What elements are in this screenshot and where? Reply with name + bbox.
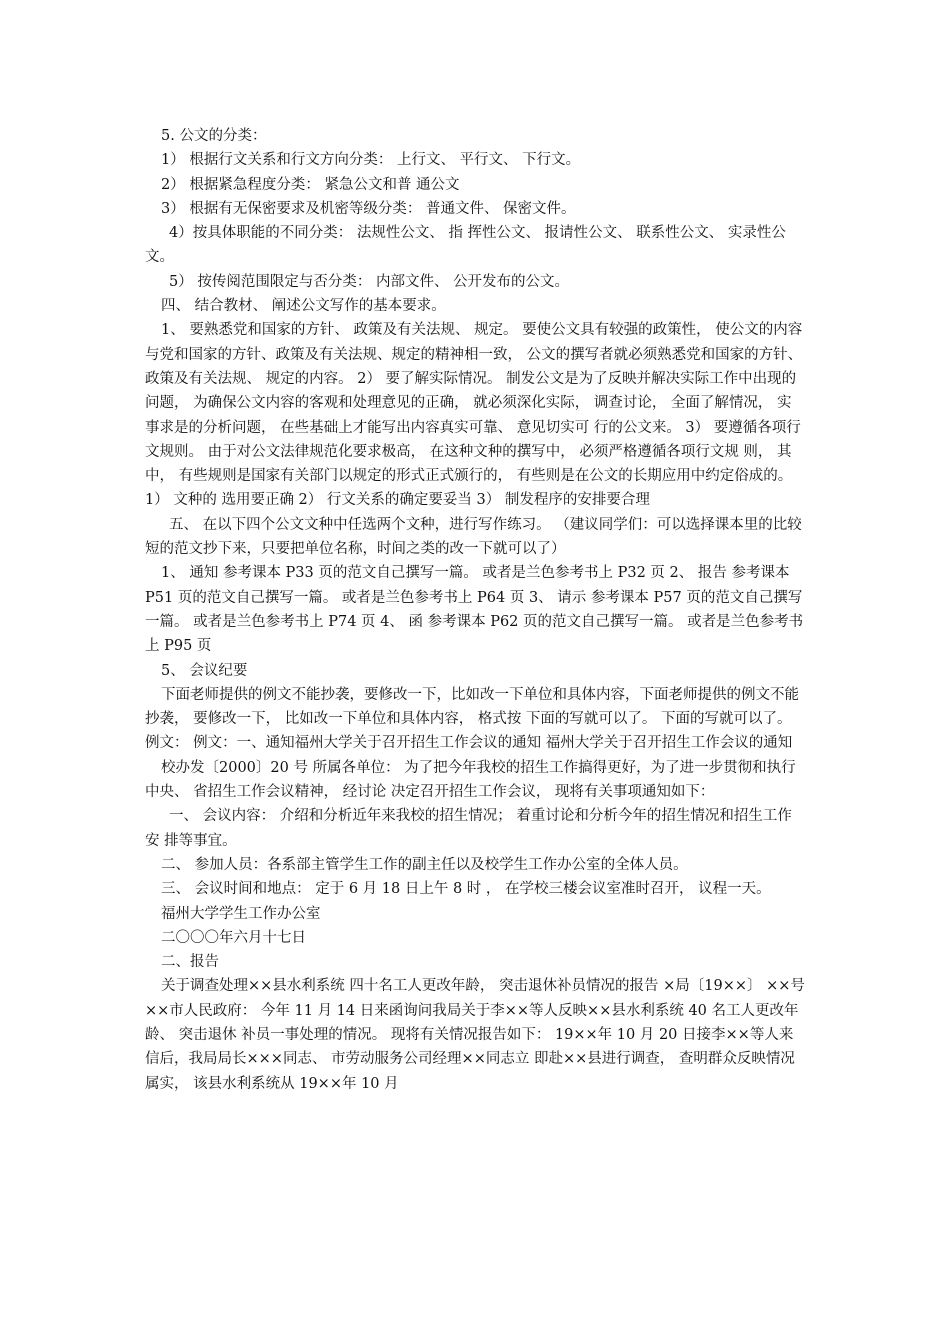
paragraph: 二〇〇〇年六月十七日: [161, 929, 306, 946]
paragraph: 1、 要熟悉党和国家的方针、 政策及有关法规、 规定。 要使公文具有较强的政策性， 使公文的内容与党和国家的方针、政策及有关法规、规定的精神相一致， 公文的撰写者就必须熟悉党和国家的方针、政策及有关法规、 规定的内容。 2） 要了解实际情况。 制发公文是为了反映并解决实际工作中出现的问题， 为确保公文内容的客观和处理意见的正确， 就必须深化实际， 调查讨论， 全面了解情况， 实事求是的分析问题， 在些基础上才能写出内容真实可靠、 意见切实可 行的公文来。 3） 要遵循各项行文规则。 由于对公文法律规范化要求极高， 在这种文种的撰写中， 必须严格遵循各项行文规 则， 其中， 有些规则是国家有关部门以规定的形式正式颁行的， 有些则是在公文的长期应用中约定俗成的。 1） 文种的 选用要正确 2） 行文关系的确定要妥当 3） 制发程序的安排要合理: [145, 322, 803, 509]
paragraph: 校办发〔2000〕20 号 所属各单位： 为了把今年我校的招生工作搞得更好，为了进一步贯彻和执行中央、 省招生工作会议精神， 经讨论 决定召开招生工作会议， 现将有关事项通知如下：: [145, 759, 796, 801]
paragraph: 一、 会议内容： 介绍和分析近年来我校的招生情况； 着重讨论和分析今年的招生情况和招生工作安 排等事宜。: [145, 808, 792, 849]
document-body: [145, 124, 805, 1096]
paragraph: 五、 在以下四个公文文种中任选两个文种，进行写作练习。 （建议同学们：可以选择课本里的比较短的范文抄下来，只要把单位名称，时间之类的改一下就可以了）: [145, 516, 802, 558]
paragraph: 下面老师提供的例文不能抄袭，要修改一下，比如改一下单位和具体内容，下面老师提供的例文不能抄袭， 要修改一下， 比如改一下单位和具体内容， 格式按 下面的写就可以了。 下面的写就可以了。 例文： 例文：一、通知福州大学关于召开招生工作会议的通知 福州大学关于召开招生工作会议的通知: [145, 686, 799, 752]
paragraph: 二、 参加人员：各系部主管学生工作的副主任以及校学生工作办公室的全体人员。: [161, 856, 688, 873]
paragraph: 四、 结合教材、 阐述公文写作的基本要求。: [161, 298, 446, 315]
paragraph: 1、 通知 参考课本 P33 页的范文自己撰写一篇。 或者是兰色参考书上 P32 页 2、 报告 参考课本 P51 页的范文自己撰写一篇。 或者是兰色参考书上 P64 页 3、 请示 参考课本 P57 页的范文自己撰写一篇。 或者是兰色参考书上 P74 页 4、 函 参考课本 P62 页的范文自己撰写一篇。 或者是兰色参考书上 P95 页: [145, 565, 804, 655]
paragraph: 二、报告: [161, 954, 219, 971]
paragraph: 福州大学学生工作办公室: [161, 905, 321, 922]
paragraph: 4）按具体职能的不同分类： 法规性公文、 指 挥性公文、 报请性公文、 联系性公文、 实录性公文。: [145, 225, 786, 266]
paragraph: 5. 公文的分类：: [161, 128, 267, 144]
paragraph: 5） 按传阅范围限定与否分类： 内部文件、 公开发布的公文。: [169, 273, 570, 290]
paragraph: 1） 根据行文关系和行文方向分类： 上行文、 平行文、 下行文。: [161, 152, 581, 169]
paragraph: 5、 会议纪要: [161, 662, 248, 679]
paragraph: 三、 会议时间和地点： 定于 6 月 18 日上午 8 时 ， 在学校三楼会议室准时召开， 议程一天。: [161, 881, 771, 898]
paragraph: 2） 根据紧急程度分类： 紧急公文和普 通公文: [161, 176, 460, 193]
paragraph: 关于调查处理××县水利系统 四十名工人更改年龄， 突击退休补员情况的报告 ×局〔19××〕 ××号 ××市人民政府： 今年 11 月 14 日来函询问我局关于李××等人反映××县水利系统 40 名工人更改年龄、 突击退休 补员一事处理的情况。 现将有关情况报告如下： 19××年 10 月 20 日接李××等人来信后，我局局长×××同志、 市劳动服务公司经理××同志立 即赴××县进行调查， 查明群众反映情况属实， 该县水利系统从 19××年 10 月: [145, 978, 805, 1092]
paragraph: 3） 根据有无保密要求及机密等级分类： 普通文件、 保密文件。: [161, 200, 576, 217]
